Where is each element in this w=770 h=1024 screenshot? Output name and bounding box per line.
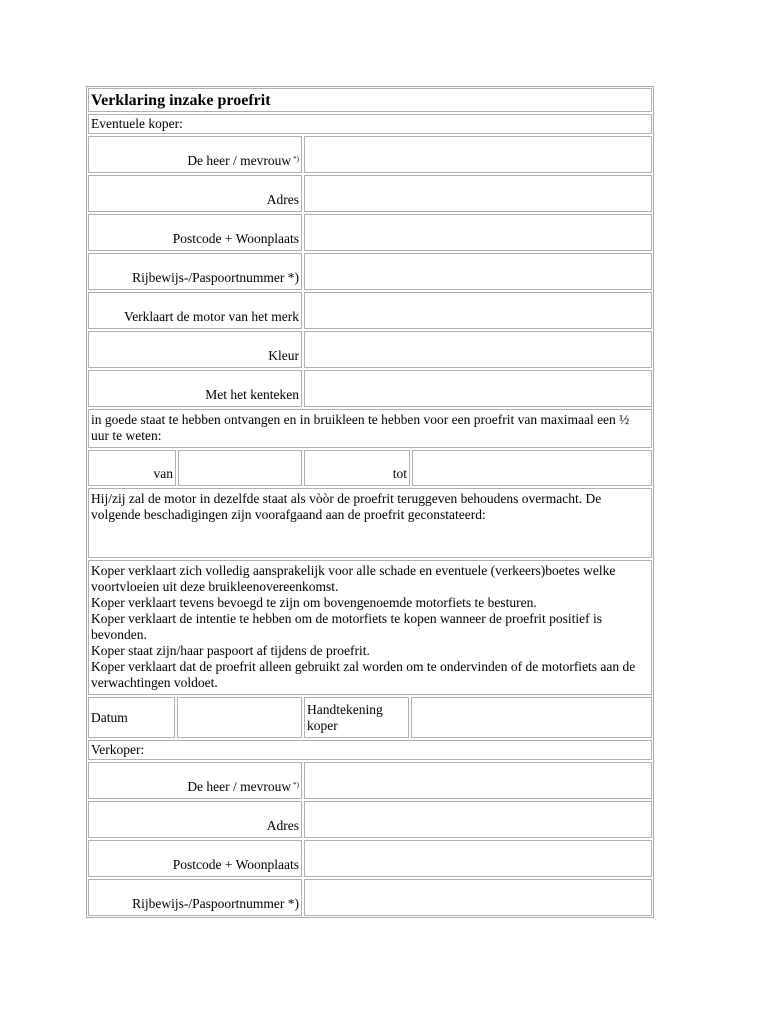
seller-address-label: Adres	[88, 801, 302, 838]
color-field[interactable]	[304, 331, 652, 368]
to-label: tot	[304, 450, 410, 486]
signature-label: Handtekening koper	[304, 697, 409, 738]
buyer-license-label: Rijbewijs-/Paspoortnummer *)	[88, 253, 302, 290]
declaration-item: Koper verklaart dat de proefrit alleen gebruikt zal worden om te ondervinden of de motorfiets aan de verwachtingen voldoet.	[91, 659, 636, 690]
motor-brand-field[interactable]	[304, 292, 652, 329]
buyer-heading: Eventuele koper:	[88, 114, 652, 134]
signature-field[interactable]	[411, 697, 652, 738]
buyer-license-field[interactable]	[304, 253, 652, 290]
buyer-postcode-label: Postcode + Woonplaats	[88, 214, 302, 251]
seller-name-field[interactable]	[304, 762, 652, 799]
to-field[interactable]	[412, 450, 652, 486]
declaration-item: Koper verklaart de intentie te hebben om de motorfiets te kopen wanneer de proefrit positief is bevonden.	[91, 611, 602, 642]
form-title: Verklaring inzake proefrit	[88, 88, 652, 112]
from-label: van	[88, 450, 176, 486]
declaration-item: Koper verklaart zich volledig aansprakelijk voor alle schade en eventuele (verkeers)boetes welke voortvloeien uit deze bruikleenovereenkomst.	[91, 563, 616, 594]
color-label: Kleur	[88, 331, 302, 368]
seller-name-label: De heer / mevrouw *)	[88, 762, 302, 799]
motor-brand-label: Verklaart de motor van het merk	[88, 292, 302, 329]
license-plate-field[interactable]	[304, 370, 652, 407]
declaration-item: Koper verklaart tevens bevoegd te zijn om bovengenoemde motorfiets te besturen.	[91, 595, 537, 610]
from-field[interactable]	[178, 450, 302, 486]
buyer-name-field[interactable]	[304, 136, 652, 173]
seller-postcode-field[interactable]	[304, 840, 652, 877]
buyer-address-label: Adres	[88, 175, 302, 212]
proefrit-form	[86, 86, 654, 918]
declarations	[88, 560, 652, 695]
seller-address-field[interactable]	[304, 801, 652, 838]
seller-heading: Verkoper:	[88, 740, 652, 760]
date-field[interactable]	[177, 697, 302, 738]
seller-license-label: Rijbewijs-/Paspoortnummer *)	[88, 879, 302, 916]
seller-postcode-label: Postcode + Woonplaats	[88, 840, 302, 877]
buyer-postcode-field[interactable]	[304, 214, 652, 251]
date-label: Datum	[88, 697, 175, 738]
buyer-name-label: De heer / mevrouw *)	[88, 136, 302, 173]
declaration-item: Koper staat zijn/haar paspoort af tijdens de proefrit.	[91, 643, 370, 658]
license-plate-label: Met het kenteken	[88, 370, 302, 407]
seller-license-field[interactable]	[304, 879, 652, 916]
buyer-address-field[interactable]	[304, 175, 652, 212]
received-text: in goede staat te hebben ontvangen en in bruikleen te hebben voor een proefrit van maximaal een ½ uur te weten:	[88, 409, 652, 448]
damage-text: Hij/zij zal de motor in dezelfde staat als vòòr de proefrit teruggeven behoudens overmacht. De volgende beschadigingen zijn voorafgaand aan de proefrit geconstateerd:	[88, 488, 652, 558]
